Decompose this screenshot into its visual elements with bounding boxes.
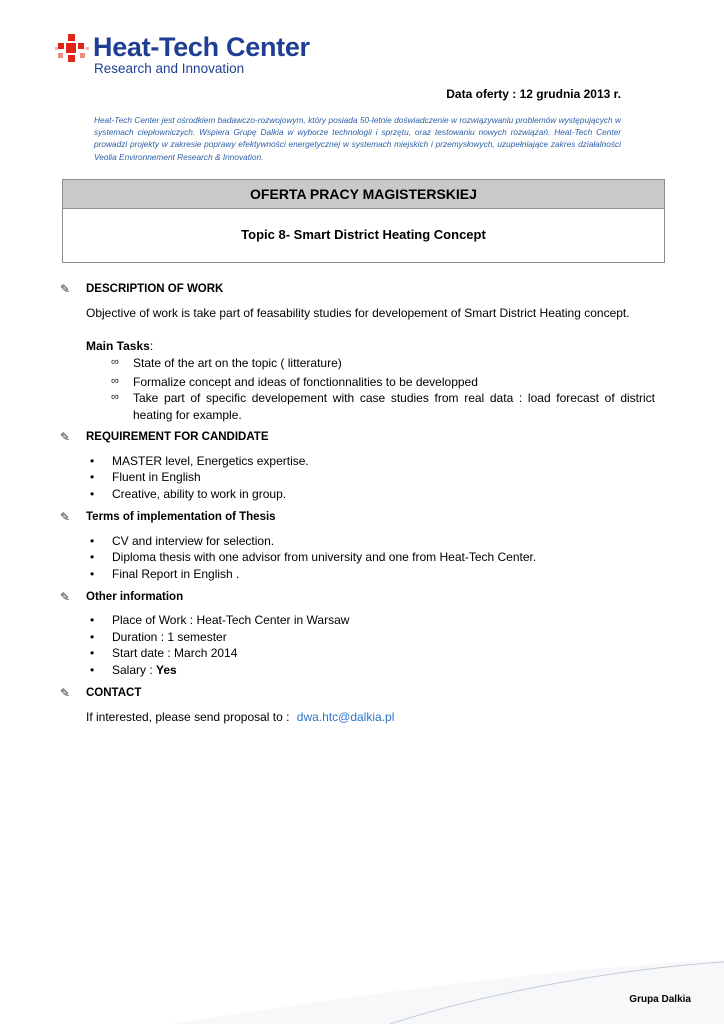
- section-title-terms: Terms of implementation of Thesis: [86, 511, 276, 523]
- bullet-icon: •: [90, 646, 95, 660]
- task-item: Take part of specific developement with case studies from real data : load forecast of district heating for example.: [133, 391, 655, 422]
- task-item: Formalize concept and ideas of fonctionnalities to be developped: [133, 375, 478, 389]
- offer-topic: Topic 8- Smart District Heating Concept: [241, 227, 486, 242]
- salary-item: [112, 663, 177, 677]
- bullet-icon: •: [90, 630, 95, 644]
- description-text: Objective of work is take part of feasability studies for developement of Smart District Heating concept.: [86, 306, 630, 320]
- footer-swoosh-decoration: [0, 940, 724, 1024]
- contact-line: [86, 710, 394, 724]
- section-title-description: DESCRIPTION OF WORK: [86, 283, 224, 295]
- logo-subtitle: Research and Innovation: [94, 61, 245, 76]
- bullet-icon: •: [90, 613, 95, 627]
- list-item: Duration : 1 semester: [112, 630, 227, 644]
- list-item: Fluent in English: [112, 470, 201, 484]
- bullet-icon: •: [90, 470, 95, 484]
- logo-mark-icon: [55, 32, 89, 66]
- infinity-bullet-icon: ∞: [111, 356, 119, 368]
- list-item: Place of Work : Heat-Tech Center in Warsaw: [112, 613, 350, 627]
- list-item: CV and interview for selection.: [112, 534, 275, 548]
- bullet-icon: •: [90, 487, 95, 501]
- main-tasks-label: Main Tasks: [86, 339, 150, 353]
- main-tasks-heading: [86, 339, 153, 353]
- pencil-checkmark-icon: ✎: [60, 590, 71, 604]
- offer-date: Data oferty : 12 grudnia 2013 r.: [446, 87, 621, 101]
- task-item: State of the art on the topic ( litterature): [133, 356, 342, 370]
- offer-heading: OFERTA PRACY MAGISTERSKIEJ: [63, 180, 664, 209]
- list-item: Start date : March 2014: [112, 646, 238, 660]
- list-item: Final Report in English .: [112, 567, 240, 581]
- list-item: Diploma thesis with one advisor from university and one from Heat-Tech Center.: [112, 550, 537, 564]
- infinity-bullet-icon: ∞: [111, 375, 119, 387]
- bullet-icon: •: [90, 454, 95, 468]
- section-title-requirement: REQUIREMENT FOR CANDIDATE: [86, 431, 269, 443]
- pencil-checkmark-icon: ✎: [60, 510, 71, 524]
- pencil-checkmark-icon: ✎: [60, 686, 71, 700]
- contact-text: If interested, please send proposal to :: [86, 710, 293, 724]
- offer-title-box: [62, 179, 665, 263]
- bullet-icon: •: [90, 567, 95, 581]
- list-item: MASTER level, Energetics expertise.: [112, 454, 309, 468]
- main-tasks-colon: :: [149, 339, 154, 353]
- contact-email-link[interactable]: dwa.htc@dalkia.pl: [296, 710, 395, 724]
- infinity-bullet-icon: ∞: [111, 391, 119, 403]
- footer-company: Grupa Dalkia: [629, 994, 691, 1005]
- intro-paragraph: Heat-Tech Center jest ośrodkiem badawczo-rozwojowym, który posiada 50-letnie doświadczenie w rozwiązywaniu problemów występujących w systemach ciepłowniczych. Wspiera Grupę Dalkia w wyborze technologii i sprzętu, oraz testowaniu nowych rozwiązań. Heat-Tech Center prowadzi projekty w zakresie poprawy efektywności energetycznej w systemach miejskich i przemysłowych, uzupełniające zakres działalności Veolia Environnement Research & Innovation.: [94, 115, 621, 162]
- list-item: Creative, ability to work in group.: [112, 487, 287, 501]
- section-title-contact: CONTACT: [86, 687, 142, 699]
- pencil-checkmark-icon: ✎: [60, 282, 71, 296]
- bullet-icon: •: [90, 534, 95, 548]
- bullet-icon: •: [90, 550, 95, 564]
- company-logo: [55, 30, 345, 80]
- pencil-checkmark-icon: ✎: [60, 430, 71, 444]
- salary-value: Yes: [156, 663, 177, 677]
- salary-label: Salary :: [112, 663, 157, 677]
- logo-name: Heat-Tech Center: [93, 32, 310, 62]
- bullet-icon: •: [90, 663, 95, 677]
- section-title-other: Other information: [86, 591, 184, 603]
